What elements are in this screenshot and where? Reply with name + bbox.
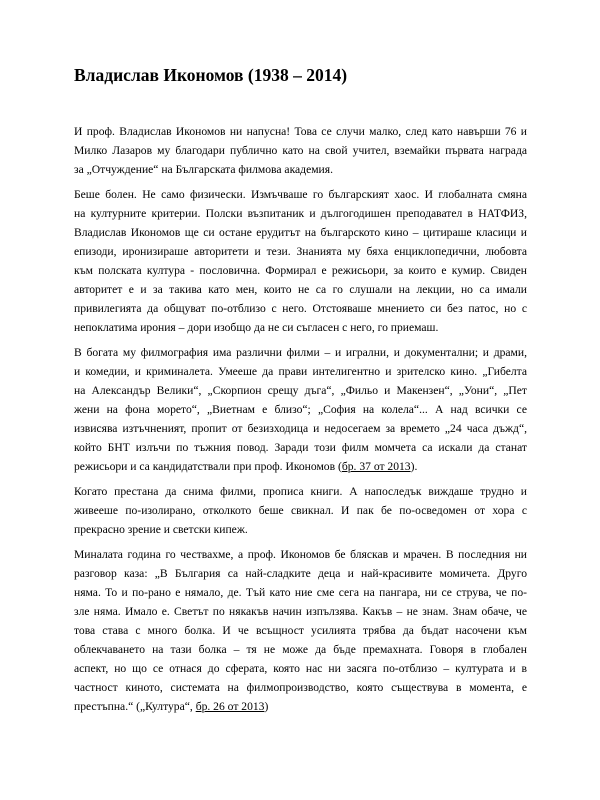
issue-link-26-2013[interactable]: бр. 26 от 2013 xyxy=(195,700,265,713)
paragraph-line: живееше по-изолирано, отколкото беше свикнал. И пак бе по-осведомен от хора с xyxy=(74,504,527,517)
paragraph-line xyxy=(74,697,527,716)
paragraph-line: прекрасно зрение и светски кипеж. xyxy=(74,523,248,536)
paragraph-line: Владислав Икономов ще си остане ерудитът на българското кино – цитираше класици и xyxy=(74,226,527,239)
paragraph-line: за „Отчуждение“ на Българската филмова академия. xyxy=(74,163,333,176)
paragraph-line: това става с много болка. И че всъщност усилията трябва да бъдат насочени към xyxy=(74,624,527,637)
paragraph-line: който БНТ излъчи по тъжния повод. Заради този филм момчета са искали да станат xyxy=(74,441,527,454)
paragraph-line: разговор каза: „В България са най-сладките деца и най-красивите момичета. Друго xyxy=(74,567,527,580)
issue-link-37-2013[interactable]: бр. 37 от 2013 xyxy=(341,460,411,473)
paragraph-2 xyxy=(74,185,527,337)
paragraph-line: И проф. Владислав Икономов ни напусна! Това се случи малко, след като навърши 76 и xyxy=(74,125,527,138)
paragraph-line-text: ). xyxy=(410,460,418,473)
paragraph-line-text: режисьори и са кандидатствали при проф. Икономов ( xyxy=(74,460,342,473)
paragraph-line: частност киното, системата на филмопроизводство, която съществува в момента, е xyxy=(74,681,527,694)
paragraph-line: Беше болен. Не само физически. Измъчваше го българският хаос. И глобалната смяна xyxy=(74,188,527,201)
article xyxy=(74,64,527,722)
paragraph-line: епизоди, иронизираше авторитети и тези. Знанията му бяха енциклопедични, любовта xyxy=(74,245,527,258)
paragraph-1 xyxy=(74,122,527,179)
paragraph-line: В богата му филмография има различни филми – и игрални, и документални; и драми, xyxy=(74,346,527,359)
paragraph-line: привилегията да общуват по-отблизо с него. Отстояваше мнението си без патос, но с xyxy=(74,302,527,315)
paragraph-line: няма. То и по-рано е нямало, де. Тъй като ние сме сега на пангара, ни се струва, че по- xyxy=(74,586,527,599)
paragraph-line: непоклатима ирония – дори изобщо да не си съгласен с него, го приемаш. xyxy=(74,321,439,334)
paragraph-line: зле няма. Имало е. Светът по някакъв начин изпълзява. Какъв – не знам. Знам обаче, че xyxy=(74,605,527,618)
paragraph-line: към полската култура - пословична. Формирал е режисьори, за които е кумир. Свиден xyxy=(74,264,527,277)
paragraph-line-text: престъпна.“ („Култура“, xyxy=(74,700,196,713)
paragraph-line: на Александър Велики“, „Скорпион срещу дъга“, „Фильо и Макензен“, „Уони“, „Пет xyxy=(74,384,527,397)
paragraph-line: извисява изтъчненият, пропит от безизходица и недосегаем за времето „24 часа дъжд“, xyxy=(74,422,527,435)
paragraph-4 xyxy=(74,482,527,539)
paragraph-line: на културните критерии. Полски възпитаник и дългогодишен преподавател в НАТФИЗ, xyxy=(74,207,527,220)
paragraph-line: аспект, но що се отнася до сферата, която нас ни засяга по-отблизо – културата и в xyxy=(74,662,527,675)
page-title: Владислав Икономов (1938 – 2014) xyxy=(74,65,348,85)
paragraph-5 xyxy=(74,545,527,716)
paragraph-line: жени на фона морето“, „Виетнам е близо“; „София на колела“... А над всички се xyxy=(74,403,527,416)
paragraph-line: авторитет е и за такива като мен, които не са го слушали на лекции, но са имали xyxy=(74,283,527,296)
paragraph-3 xyxy=(74,343,527,476)
paragraph-line xyxy=(74,457,527,476)
paragraph-line: Когато престана да снима филми, прописа книги. А напоследък виждаше трудно и xyxy=(74,485,527,498)
paragraph-line: Миналата година го чествахме, а проф. Икономов бе бляскав и мрачен. В последния ни xyxy=(74,548,527,561)
paragraph-line: и комедии, и криминалета. Умееше да прави интелигентно и зрителско кино. „Гибелта xyxy=(74,365,527,378)
paragraph-line: Милко Лазаров му благодари публично като на свой учител, вземайки първата награда xyxy=(74,144,527,157)
paragraph-line: облекчаването на тази болка – тя не може да бъде премахната. Говоря в глобален xyxy=(74,643,527,656)
paragraph-line-text: ) xyxy=(264,700,269,713)
